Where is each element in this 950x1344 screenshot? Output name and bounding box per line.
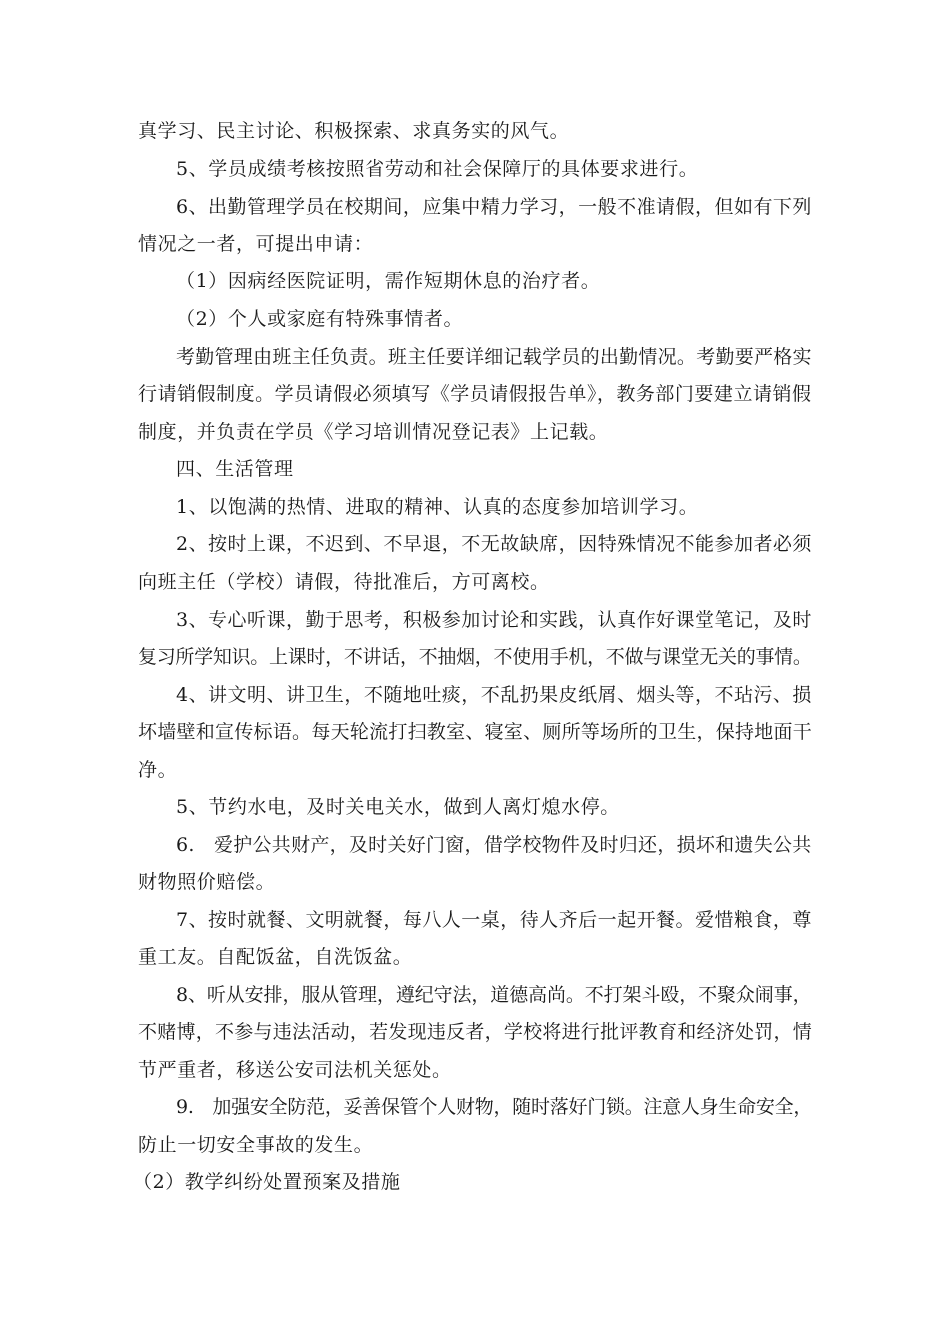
text-line: 重工友。自配饭盆，自洗饭盆。 [138, 946, 413, 968]
text-line: 防止一切安全事故的发生。 [138, 1134, 374, 1156]
text-line: 行请销假制度。学员请假必须填写《学员请假报告单》，教务部门要建立请销假 [138, 383, 812, 405]
text-line: 3、专心听课，勤于思考，积极参加讨论和实践，认真作好课堂笔记，及时 [176, 609, 812, 631]
text-line: 净。 [138, 759, 178, 781]
section-heading: 四、生活管理 [176, 458, 294, 480]
text-line: 6. 爱护公共财产，及时关好门窗，借学校物件及时归还，损坏和遗失公共 [176, 834, 812, 856]
text-line: 8、听从安排，服从管理，遵纪守法，道德高尚。不打架斗殴，不聚众闹事， [176, 984, 812, 1006]
text-line: 复习所学知识。上课时，不讲话，不抽烟，不使用手机，不做与课堂无关的事情。 [138, 646, 812, 668]
section-heading: （2）教学纠纷处置预案及措施 [133, 1171, 401, 1193]
text-line: 财物照价赔偿。 [138, 871, 276, 893]
text-line: 6、出勤管理学员在校期间，应集中精力学习，一般不准请假，但如有下列 [176, 196, 812, 218]
text-line: 7、按时就餐、文明就餐，每八人一桌，待人齐后一起开餐。爱惜粮食，尊 [176, 909, 812, 931]
text-line: 2、按时上课，不迟到、不早退，不无故缺席，因特殊情况不能参加者必须 [176, 533, 812, 555]
text-line: 真学习、民主讨论、积极探索、求真务实的风气。 [138, 120, 570, 142]
text-line: 节严重者，移送公安司法机关惩处。 [138, 1059, 452, 1081]
text-line: 情况之一者，可提出申请： [138, 233, 374, 255]
text-line: （2）个人或家庭有特殊事情者。 [176, 308, 464, 330]
text-line: （1）因病经医院证明，需作短期休息的治疗者。 [176, 270, 601, 292]
text-line: 5、节约水电，及时关电关水，做到人离灯熄水停。 [176, 796, 620, 818]
text-line: 5、学员成绩考核按照省劳动和社会保障厅的具体要求进行。 [176, 158, 699, 180]
text-line: 向班主任（学校）请假，待批准后，方可离校。 [138, 571, 550, 593]
text-line: 9. 加强安全防范，妥善保管个人财物，随时落好门锁。注意人身生命安全， [176, 1096, 813, 1118]
text-line: 制度，并负责在学员《学习培训情况登记表》上记载。 [138, 421, 609, 443]
text-line: 考勤管理由班主任负责。班主任要详细记载学员的出勤情况。考勤要严格实 [176, 346, 812, 368]
text-line: 不赌博，不参与违法活动，若发现违反者，学校将进行批评教育和经济处罚，情 [138, 1021, 813, 1043]
text-line: 4、讲文明、讲卫生，不随地吐痰，不乱扔果皮纸屑、烟头等，不玷污、损 [176, 684, 812, 706]
text-line: 坏墙壁和宣传标语。每天轮流打扫教室、寝室、厕所等场所的卫生，保持地面干 [138, 721, 813, 743]
text-line: 1、以饱满的热情、进取的精神、认真的态度参加培训学习。 [176, 496, 699, 518]
